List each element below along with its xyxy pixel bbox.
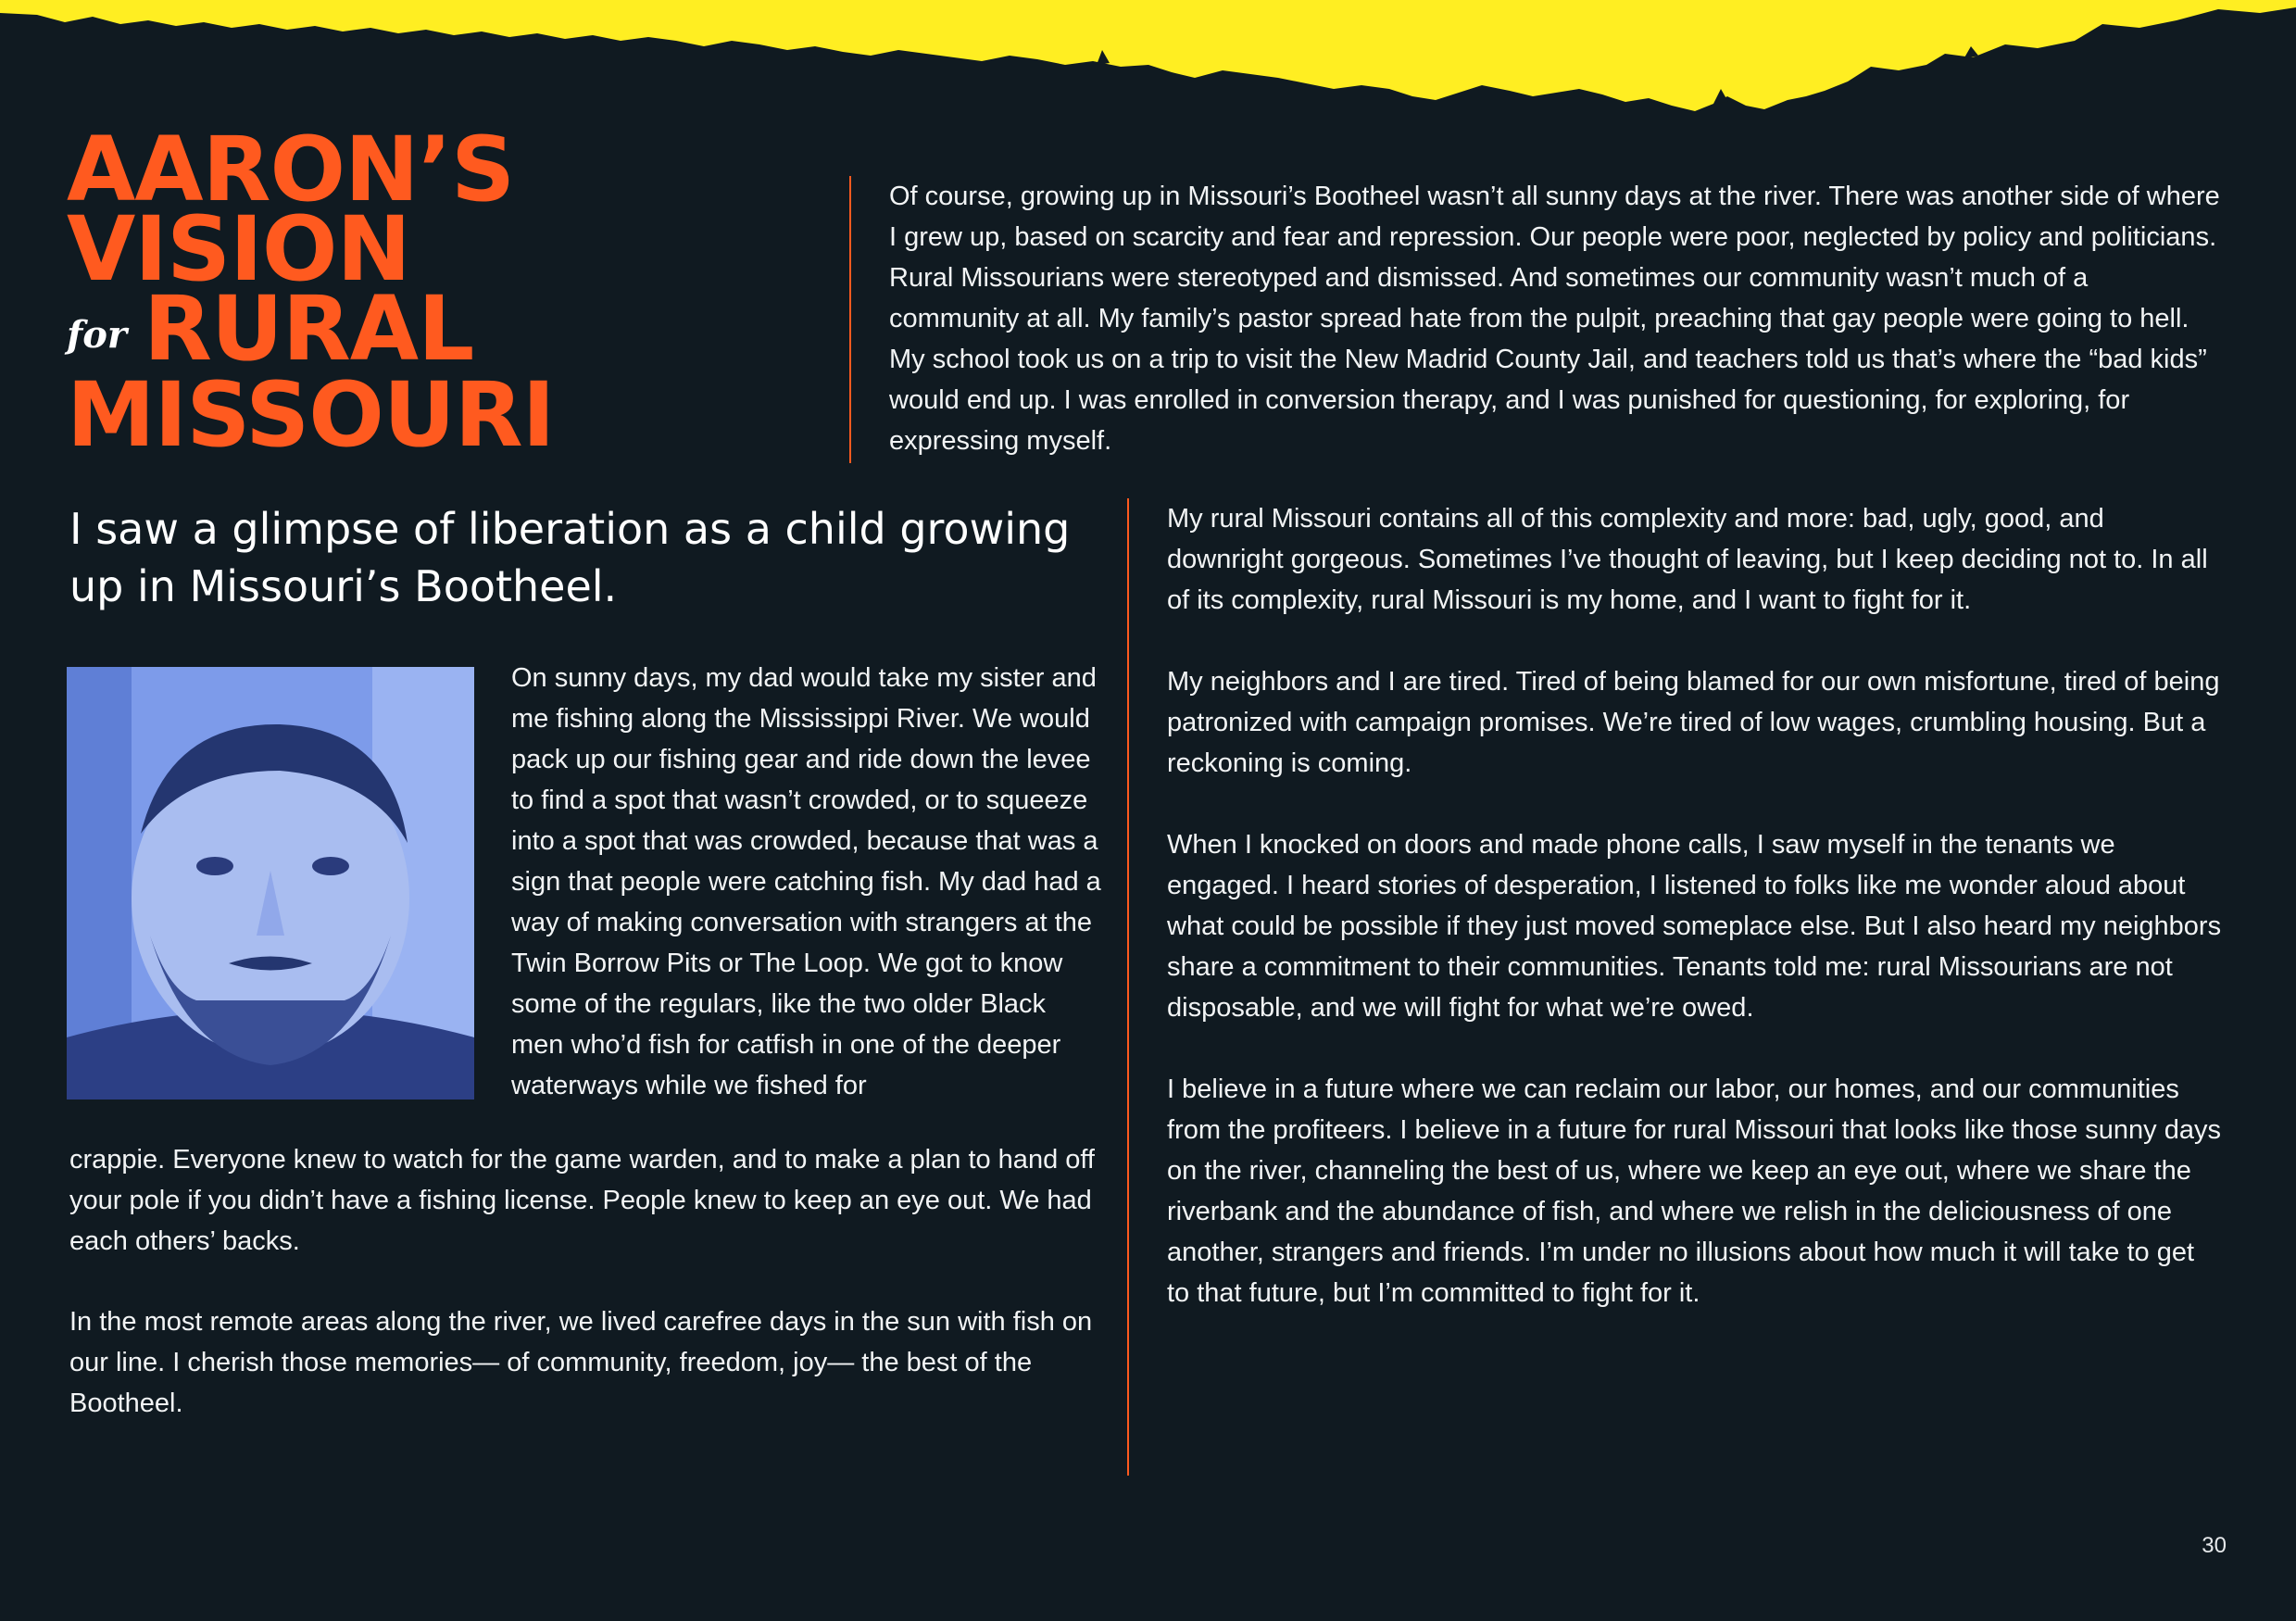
title-rural: RURAL: [143, 277, 474, 381]
column-divider: [1127, 498, 1129, 1476]
title-line-2: VISION: [67, 197, 410, 301]
right-column: [1167, 498, 2223, 1354]
right-paragraph-2: My neighbors and I are tired. Tired of being blamed for our own misfortune, tired of being patronized with campaign promises. We’re tired of low wages, crumbling housing. But a reckoning is coming.: [1167, 667, 2220, 778]
title-line-3: [67, 277, 808, 381]
portrait-illustration: [67, 667, 474, 1100]
left-paragraph-2: In the most remote areas along the river, we lived carefree days in the sun with fish on our line. I cherish those memories— of community, freedom, joy— the best of the Bootheel.: [69, 1307, 1093, 1418]
continued-paragraph: crappie. Everyone knew to watch for the game warden, and to make a plan to hand off your pole if you didn’t have a fishing license. People knew to keep an eye out. We had each others’ backs.: [69, 1145, 1095, 1256]
right-paragraph-1: My rural Missouri contains all of this complexity and more: bad, ugly, good, and downright gorgeous. Sometimes I’ve thought of leaving, but I keep deciding not to. In all of its complexity, rural Missouri is my home, and I want to fight for it.: [1167, 504, 2208, 615]
torn-paper-banner: [0, 0, 2296, 130]
wrap-paragraph: On sunny days, my dad would take my sister and me fishing along the Mississippi River. We would pack up our fishing gear and ride down the levee to find a spot that wasn’t crowded, or to squeeze into a spot that was crowded, because that was a sign that people were catching fish. My dad had a way of making conversation with strangers at the Twin Borrow Pits or The Loop. We got to know some of the regulars, like the two older Black men who’d fish for catfish in one of the deeper waterways while we fished for: [511, 663, 1101, 1100]
portrait-photo: [67, 667, 474, 1100]
intro-paragraph: Of course, growing up in Missouri’s Bootheel wasn’t all sunny days at the river. There was another side of where I grew up, based on scarcity and fear and repression. Our people were poor, neglected by policy and politicians. Rural Missourians were stereotyped and dismissed. And sometimes our community wasn’t much of a community at all. My family’s pastor spread hate from the pulpit, preaching that gay people were going to hell. My school took us on a trip to visit the New Madrid County Jail, and teachers told us that’s where the “bad kids” would end up. I was enrolled in conversion therapy, and I was punished for questioning, for exploring, for expressing myself.: [889, 182, 2220, 456]
intro-divider: [849, 176, 851, 463]
page-number: 30: [2202, 1533, 2227, 1558]
title-line-1: AARON’S: [67, 118, 515, 221]
right-paragraph-3: When I knocked on doors and made phone calls, I saw myself in the tenants we engaged. I heard stories of desperation, I listened to folks like me wonder aloud about what could be possible if they just moved someplace else. But I also heard my neighbors share a commitment to their communities. Tenants told me: rural Missourians are not disposable, and we will fight for what we’re owed.: [1167, 830, 2222, 1023]
right-paragraph-4: I believe in a future where we can reclaim our labor, our homes, and our communities from the profiteers. I believe in a future for rural Missouri that looks like those sunny days on the river, channeling the best of us, where we keep an eye out, where we share the riverbank and the abundance of fish, and where we relish in the deliciousness of one another, strangers and friends. I’m under no illusions about how much it will take to get to that future, but I’m committed to fight for it.: [1167, 1074, 2221, 1308]
title-line-4: MISSOURI: [67, 362, 555, 467]
title-for-script: for: [67, 312, 127, 357]
page-title: [67, 118, 808, 467]
lede-heading: I saw a glimpse of liberation as a child growing up in Missouri’s Bootheel.: [69, 504, 1071, 611]
